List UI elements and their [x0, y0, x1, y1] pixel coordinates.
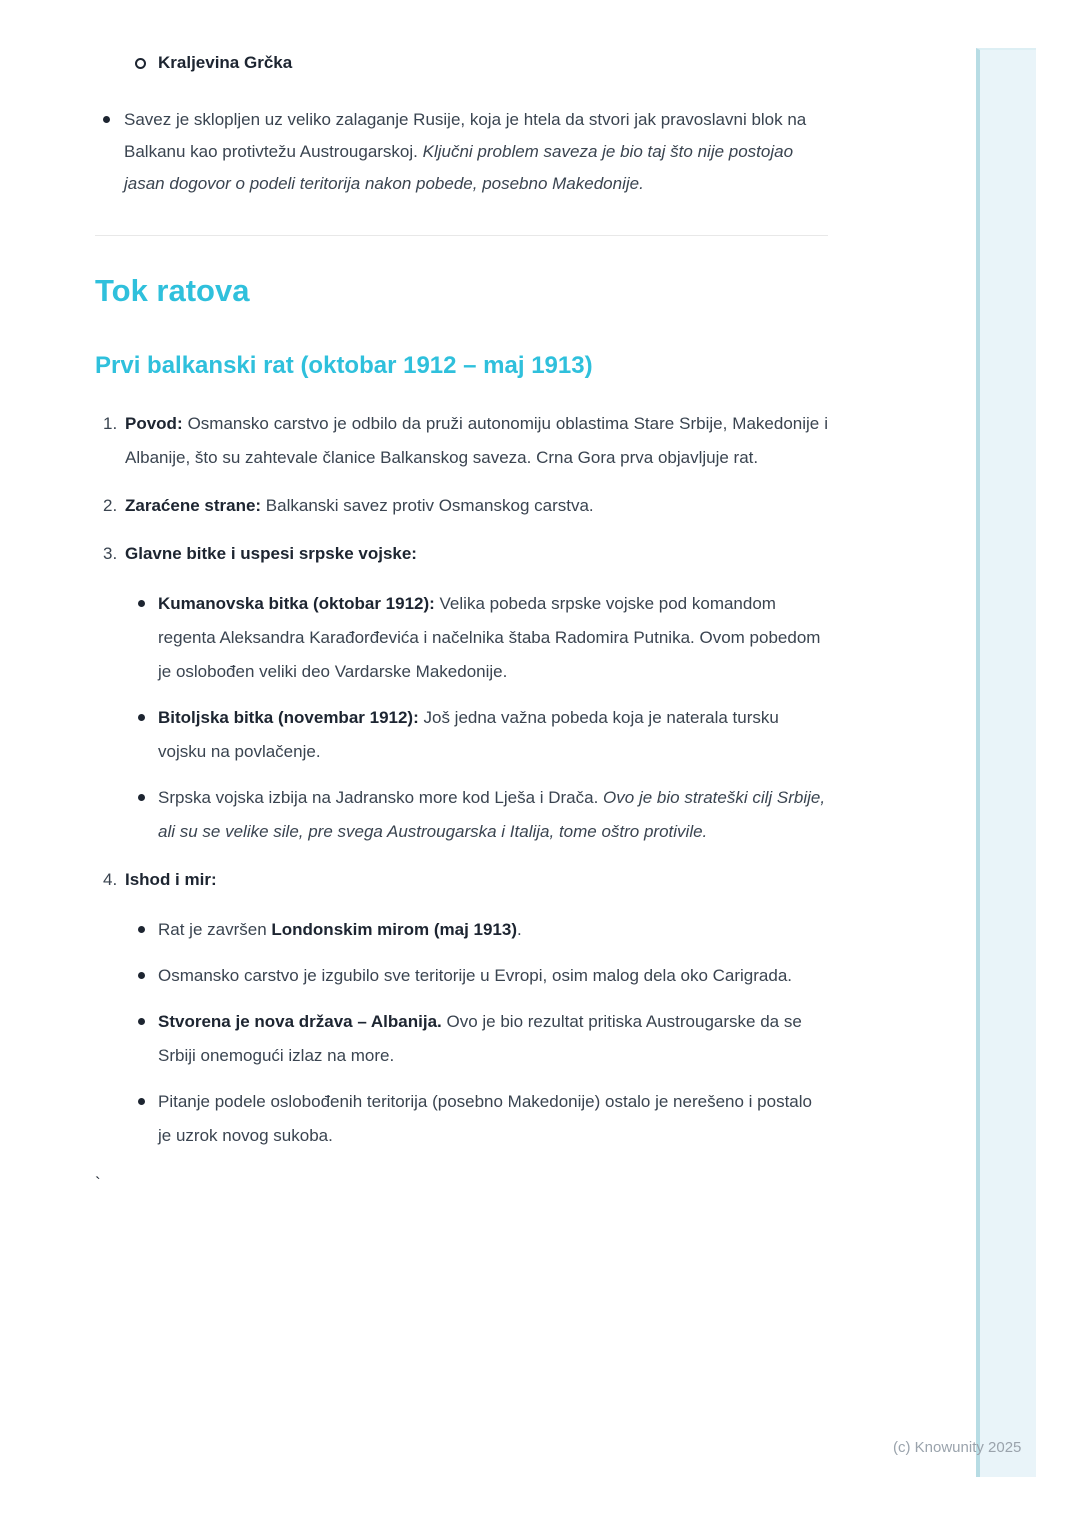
item-label: Ishod i mir: — [125, 870, 217, 889]
stray-backtick: ` — [95, 1174, 101, 1193]
battle-name: Bitoljska bitka (novembar 1912): — [158, 708, 419, 727]
section-heading: Tok ratova — [95, 273, 250, 308]
item-label: Povod: — [125, 414, 183, 433]
list-item-london — [95, 913, 828, 947]
list-item-zaracene — [95, 489, 828, 523]
battle-text: Još jedna važna pobeda koja je naterala tursku vojsku na povlačenje. — [158, 708, 779, 761]
alliance-list — [95, 104, 828, 200]
country-sublist — [95, 50, 828, 76]
outcome-text: . — [517, 920, 522, 939]
list-item-ishod — [95, 863, 828, 1153]
list-item-kumanovska — [95, 587, 828, 689]
battle-name: Kumanovska bitka (oktobar 1912): — [158, 594, 435, 613]
country-label: Kraljevina Grčka — [158, 53, 293, 72]
item-text: Osmansko carstvo je odbilo da pruži autonomiju oblastima Stare Srbije, Makedonije i Albanije, što su zahtevale članice Balkanskog saveza. Crna Gora prva objavljuje rat. — [125, 414, 828, 467]
alliance-text: Savez je sklopljen uz veliko zalaganje Rusije, koja je htela da stvori jak pravoslavni blok na Balkanu kao protivtežu Austrougarskoj. — [124, 110, 807, 161]
item-label: Zaraćene strane: — [125, 496, 262, 515]
list-item-alliance — [95, 104, 828, 200]
item-number: 2. — [103, 496, 118, 515]
item-text: Balkanski savez protiv Osmanskog carstva. — [261, 496, 594, 515]
list-item-bitke — [95, 537, 828, 849]
list-item-makedonija — [95, 1085, 828, 1153]
outcome-text: Rat je završen — [158, 920, 272, 939]
outcome-bold: Londonskim mirom (maj 1913) — [271, 920, 518, 939]
list-item-jadransko — [95, 781, 828, 849]
outcome-text: Ovo je bio rezultat pritiska Austrougarske da se Srbiji onemogući izlaz na more. — [158, 1012, 802, 1065]
section-divider — [95, 235, 828, 236]
outcome-sublist — [95, 913, 828, 1153]
page-content — [95, 0, 828, 1201]
battle-note-italic: Ovo je bio strateški cilj Srbije, ali su se velike sile, pre svega Austrougarska i Italija, tome oštro protivile. — [158, 788, 826, 841]
outcome-text: Pitanje podele oslobođenih teritorija (posebno Makedonije) ostalo je nerešeno i postalo je uzrok novog sukoba. — [158, 1092, 812, 1145]
list-item-teritorije — [95, 959, 828, 993]
list-item-povod — [95, 407, 828, 475]
outcome-bold: Stvorena je nova država – Albanija. — [158, 1012, 442, 1031]
battles-sublist — [95, 587, 828, 849]
side-strip — [976, 48, 1036, 1477]
battle-text: Srpska vojska izbija na Jadransko more kod Lješa i Drača. — [158, 788, 599, 807]
outcome-text: Osmansko carstvo je izgubilo sve teritorije u Evropi, osim malog dela oko Carigrada. — [158, 966, 792, 985]
alliance-note-italic: Ključni problem saveza je bio taj što nije postojao jasan dogovor o podeli teritorija nakon pobede, posebno Makedonije. — [124, 142, 794, 193]
item-number: 4. — [103, 870, 118, 889]
list-item-bitoljska — [95, 701, 828, 769]
numbered-list — [95, 407, 828, 1153]
list-item-country — [95, 50, 828, 76]
item-label: Glavne bitke i uspesi srpske vojske: — [125, 544, 417, 563]
battle-text: Velika pobeda srpske vojske pod komandom regenta Aleksandra Karađorđevića i načelnika štaba Radomira Putnika. Ovom pobedom je oslobođen veliki deo Vardarske Makedonije. — [158, 594, 821, 681]
item-number: 3. — [103, 544, 118, 563]
subsection-heading: Prvi balkanski rat (oktobar 1912 – maj 1913) — [95, 352, 593, 379]
list-item-albanija — [95, 1005, 828, 1073]
copyright-watermark: (c) Knowunity 2025 — [893, 1439, 1022, 1456]
item-number: 1. — [103, 414, 118, 433]
